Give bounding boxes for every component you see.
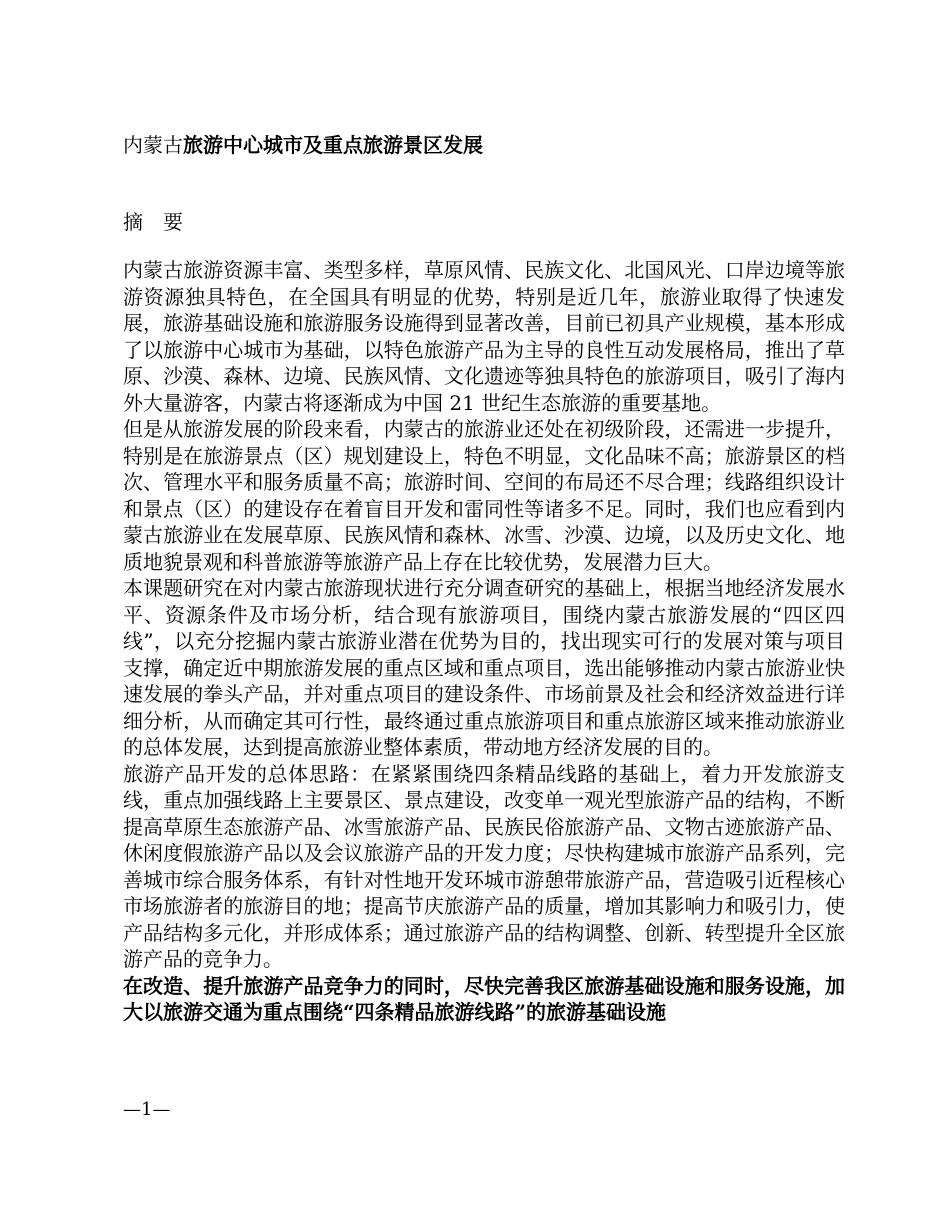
document-body (123, 257, 845, 1026)
paragraph-4: 旅游产品开发的总体思路：在紧紧围绕四条精品线路的基础上，着力开发旅游支线，重点加强线路上主要景区、景点建设，改变单一观光型旅游产品的结构，不断提高草原生态旅游产品、冰雪旅游产品、民族民俗旅游产品、文物古迹旅游产品、休闲度假旅游产品以及会议旅游产品的开发力度；尽快构建城市旅游产品系列，完善城市综合服务体系，有针对性地开发环城市游憩带旅游产品，营造吸引近程核心市场旅游者的旅游目的地；提高节庆旅游产品的质量，增加其影响力和吸引力，使产品结构多元化，并形成体系；通过旅游产品的结构调整、创新、转型提升全区旅游产品的竞争力。 (123, 761, 845, 971)
document-title (123, 131, 483, 159)
title-main: 旅游中心城市及重点旅游景区发展 (183, 133, 483, 157)
paragraph-1: 内蒙古旅游资源丰富、类型多样，草原风情、民族文化、北国风光、口岸边境等旅游资源独具特色，在全国具有明显的优势，特别是近几年，旅游业取得了快速发展，旅游基础设施和旅游服务设施得到显著改善，目前已初具产业规模，基本形成了以旅游中心城市为基础，以特色旅游产品为主导的良性互动发展格局，推出了草原、沙漠、森林、边境、民族风情、文化遗迹等独具特色的旅游项目，吸引了海内外大量游客，内蒙古将逐渐成为中国 21 世纪生态旅游的重要基地。 (123, 258, 845, 415)
page-number: —1— (123, 1099, 171, 1120)
bold-paragraph: 在改造、提升旅游产品竞争力的同时，尽快完善我区旅游基础设施和服务设施，加大以旅游交通为重点围绕“四条精品旅游线路”的旅游基础设施 (123, 973, 845, 1024)
paragraph-2: 但是从旅游发展的阶段来看，内蒙古的旅游业还处在初级阶段，还需进一步提升，特别是在旅游景点（区）规划建设上，特色不明显，文化品味不高；旅游景区的档次、管理水平和服务质量不高；旅游时间、空间的布局还不尽合理；线路组织设计和景点（区）的建设存在着盲目开发和雷同性等诸多不足。同时，我们也应看到内蒙古旅游业在发展草原、民族风情和森林、冰雪、沙漠、边境，以及历史文化、地质地貌景观和科普旅游等旅游产品上存在比较优势，发展潜力巨大。 (123, 417, 845, 574)
abstract-heading: 摘要 (123, 210, 203, 234)
paragraph-3: 本课题研究在对内蒙古旅游现状进行充分调查研究的基础上，根据当地经济发展水平、资源条件及市场分析，结合现有旅游项目，围绕内蒙古旅游发展的“四区四线”，以充分挖掘内蒙古旅游业潜在优势为目的，找出现实可行的发展对策与项目支撑，确定近中期旅游发展的重点区域和重点项目，选出能够推动内蒙古旅游业快速发展的拳头产品，并对重点项目的建设条件、市场前景及社会和经济效益进行详细分析，从而确定其可行性，最终通过重点旅游项目和重点旅游区域来推动旅游业的总体发展，达到提高旅游业整体素质，带动地方经济发展的目的。 (123, 576, 845, 759)
title-prefix: 内蒙古 (123, 133, 183, 157)
